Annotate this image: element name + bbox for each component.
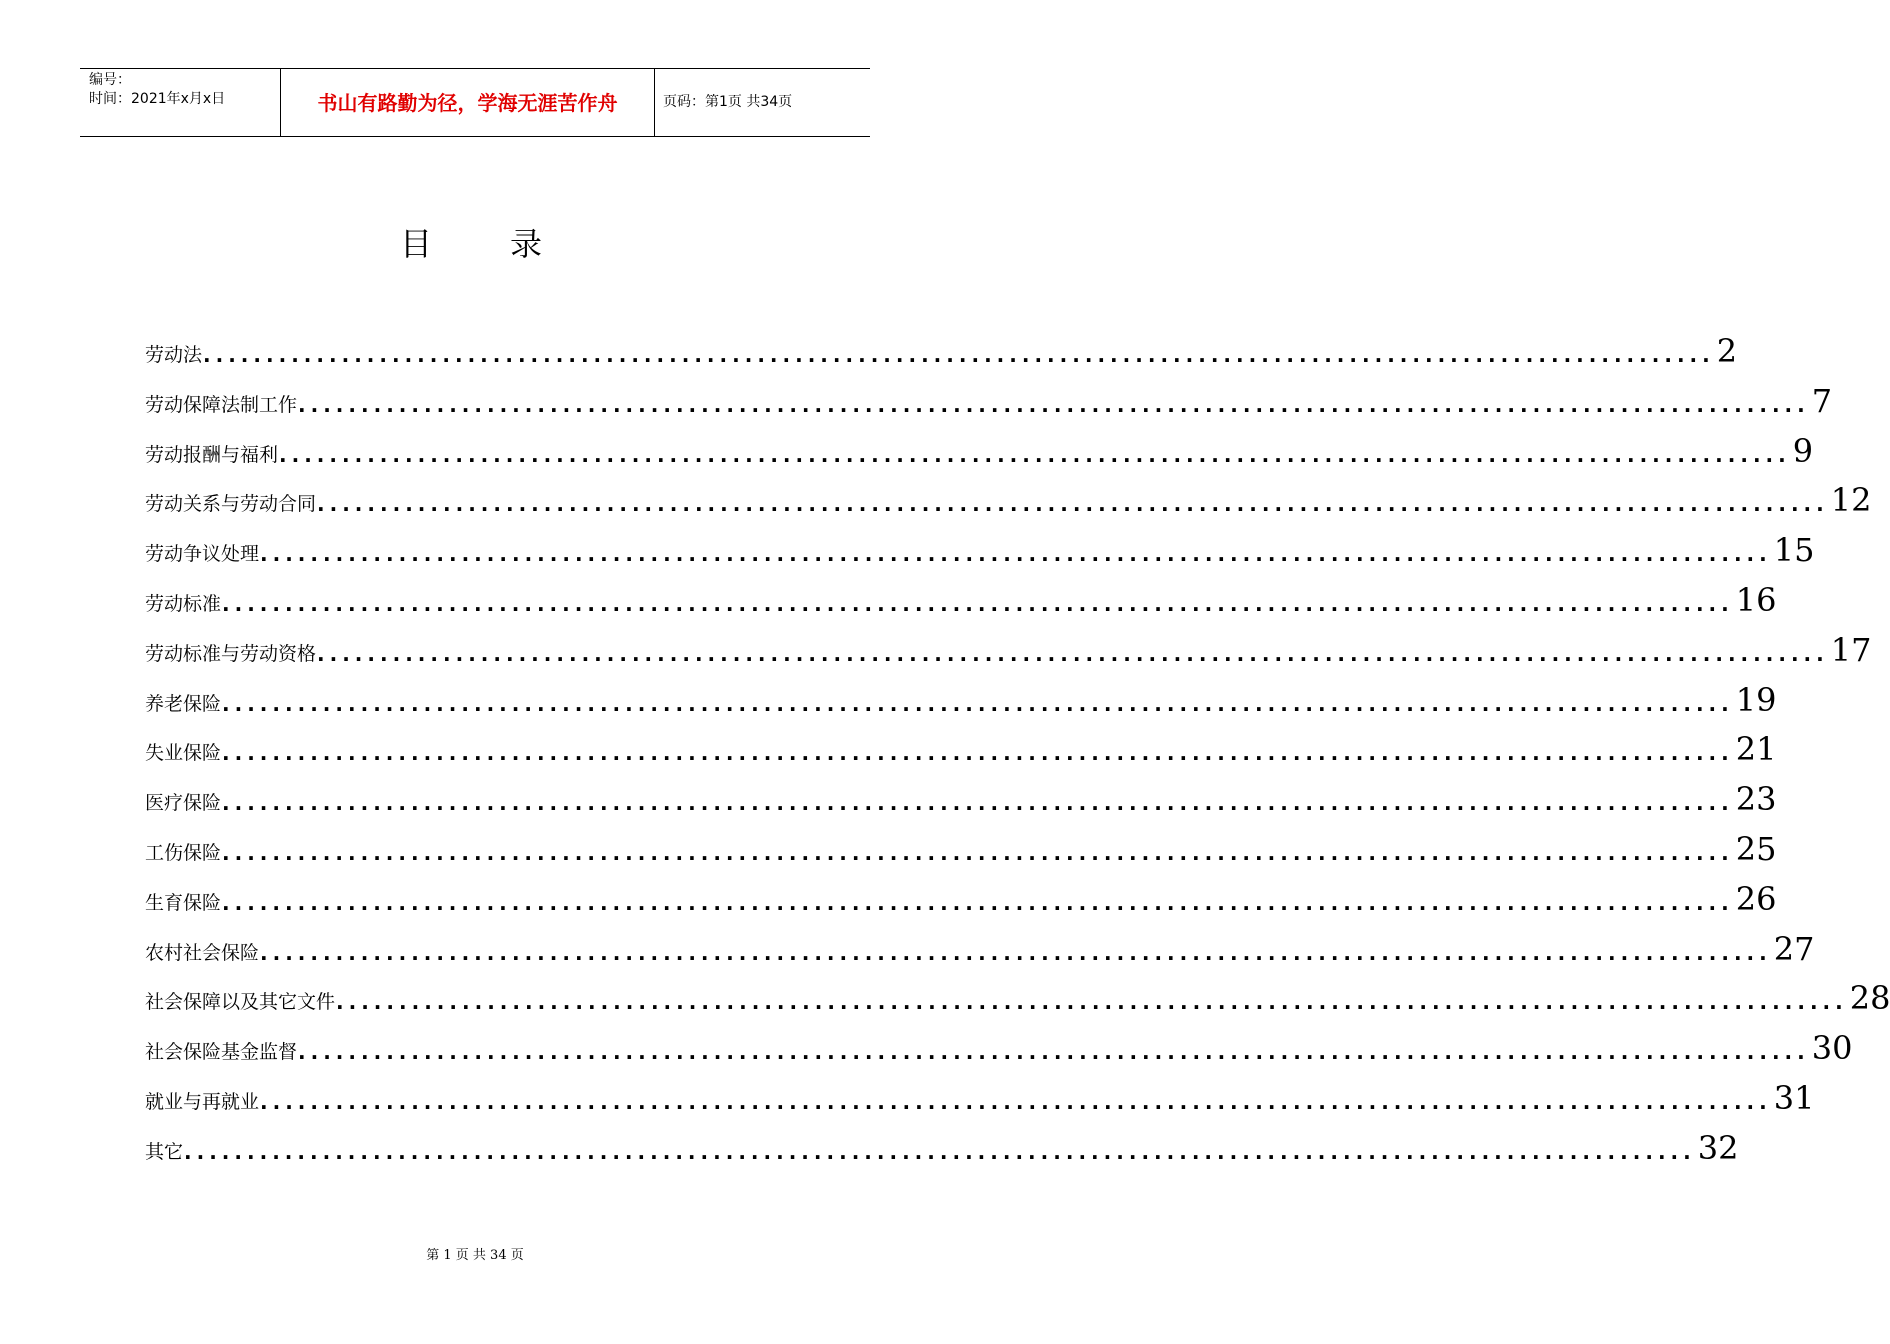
toc-entry-title: 就业与再就业	[145, 1091, 260, 1113]
toc-entry-page-number: 12	[1830, 481, 1872, 519]
toc-entry[interactable]	[145, 776, 1777, 818]
toc-entry-page-number: 26	[1735, 880, 1777, 918]
toc-entry-title: 劳动关系与劳动合同	[145, 493, 317, 515]
document-date-label: 时间：2021年x月x日	[89, 91, 226, 107]
toc-entry-page-number: 9	[1792, 432, 1814, 470]
toc-entry-title: 劳动标准与劳动资格	[145, 643, 317, 665]
toc-leader-dots: ........................................................................................................................	[222, 891, 1734, 915]
toc-entry-page-number: 30	[1811, 1029, 1853, 1067]
toc-entry-title: 其它	[145, 1141, 184, 1163]
toc-entry-title: 劳动法	[145, 344, 203, 366]
toc-entry[interactable]	[145, 477, 1872, 519]
toc-entry-title: 劳动标准	[145, 593, 222, 615]
header-page-cell	[655, 69, 870, 136]
toc-entry-title: 失业保险	[145, 742, 222, 764]
toc-entry-title: 劳动争议处理	[145, 543, 260, 565]
toc-entry-title: 工伤保险	[145, 842, 222, 864]
toc-entry-page-number: 25	[1735, 830, 1777, 868]
toc-entry-page-number: 28	[1849, 979, 1890, 1017]
header-motto-cell	[281, 69, 655, 136]
toc-leader-dots: ........................................................................................................................	[317, 642, 1829, 666]
toc-entry[interactable]	[145, 876, 1777, 918]
toc-entry-page-number: 2	[1716, 332, 1738, 370]
toc-leader-dots: ........................................................................................................................	[260, 542, 1772, 566]
toc-entry-title: 社会保险基金监督	[145, 1041, 298, 1063]
toc-entry-page-number: 31	[1773, 1079, 1815, 1117]
toc-entry[interactable]	[145, 1025, 1853, 1067]
toc-entry-title: 农村社会保险	[145, 942, 260, 964]
document-number-label: 编号：	[89, 72, 131, 88]
header-page-info: 页码：第1页 共34页	[663, 94, 793, 110]
toc-leader-dots: ........................................................................................................................	[279, 443, 1791, 467]
toc-entry-title: 养老保险	[145, 693, 222, 715]
toc-entry[interactable]	[145, 527, 1815, 569]
toc-entry[interactable]	[145, 826, 1777, 868]
toc-entry-title: 劳动保障法制工作	[145, 394, 298, 416]
toc-entry[interactable]	[145, 677, 1777, 719]
page-footer: 第 1 页 共 34 页	[426, 1248, 524, 1263]
toc-entry-page-number: 21	[1735, 730, 1777, 768]
toc-entry[interactable]	[145, 1125, 1739, 1167]
toc-entry[interactable]	[145, 1075, 1815, 1117]
toc-entry-page-number: 15	[1773, 531, 1815, 569]
toc-entry-page-number: 27	[1773, 930, 1815, 968]
toc-entry[interactable]	[145, 975, 1890, 1017]
toc-leader-dots: ........................................................................................................................	[298, 393, 1810, 417]
toc-entry-page-number: 16	[1735, 581, 1777, 619]
toc-entry-page-number: 32	[1697, 1129, 1739, 1167]
toc-leader-dots: ........................................................................................................................	[260, 1090, 1772, 1114]
toc-entry[interactable]	[145, 378, 1833, 420]
toc-entry[interactable]	[145, 577, 1777, 619]
toc-leader-dots: ........................................................................................................................	[203, 343, 1715, 367]
toc-leader-dots: ........................................................................................................................	[222, 592, 1734, 616]
page-title: 目录	[400, 225, 621, 263]
toc-leader-dots: ........................................................................................................................	[222, 692, 1734, 716]
toc-leader-dots: ........................................................................................................................	[222, 841, 1734, 865]
toc-entry[interactable]	[145, 726, 1777, 768]
toc-entry-title: 社会保障以及其它文件	[145, 991, 336, 1013]
toc-leader-dots: ........................................................................................................................	[222, 791, 1734, 815]
toc-entry-page-number: 23	[1735, 780, 1777, 818]
toc-leader-dots: ........................................................................................................................	[317, 492, 1829, 516]
toc-entry-title: 医疗保险	[145, 792, 222, 814]
toc-leader-dots: ........................................................................................................................	[298, 1040, 1810, 1064]
toc-entry-title: 生育保险	[145, 892, 222, 914]
toc-leader-dots: ........................................................................................................................	[222, 741, 1734, 765]
header-motto: 书山有路勤为径，学海无涯苦作舟	[317, 91, 618, 115]
page-header	[80, 68, 870, 137]
toc-entry-title: 劳动报酬与福利	[145, 444, 279, 466]
toc-entry[interactable]	[145, 428, 1814, 470]
toc-entry-page-number: 17	[1830, 631, 1872, 669]
toc-entry-page-number: 19	[1735, 681, 1777, 719]
toc-leader-dots: ........................................................................................................................	[336, 990, 1848, 1014]
header-info-cell	[80, 69, 281, 136]
toc-leader-dots: ........................................................................................................................	[184, 1140, 1696, 1164]
toc-entry-page-number: 7	[1811, 382, 1833, 420]
toc-entry[interactable]	[145, 328, 1738, 370]
toc-entry[interactable]	[145, 926, 1815, 968]
toc-leader-dots: ........................................................................................................................	[260, 941, 1772, 965]
toc-entry[interactable]	[145, 627, 1872, 669]
